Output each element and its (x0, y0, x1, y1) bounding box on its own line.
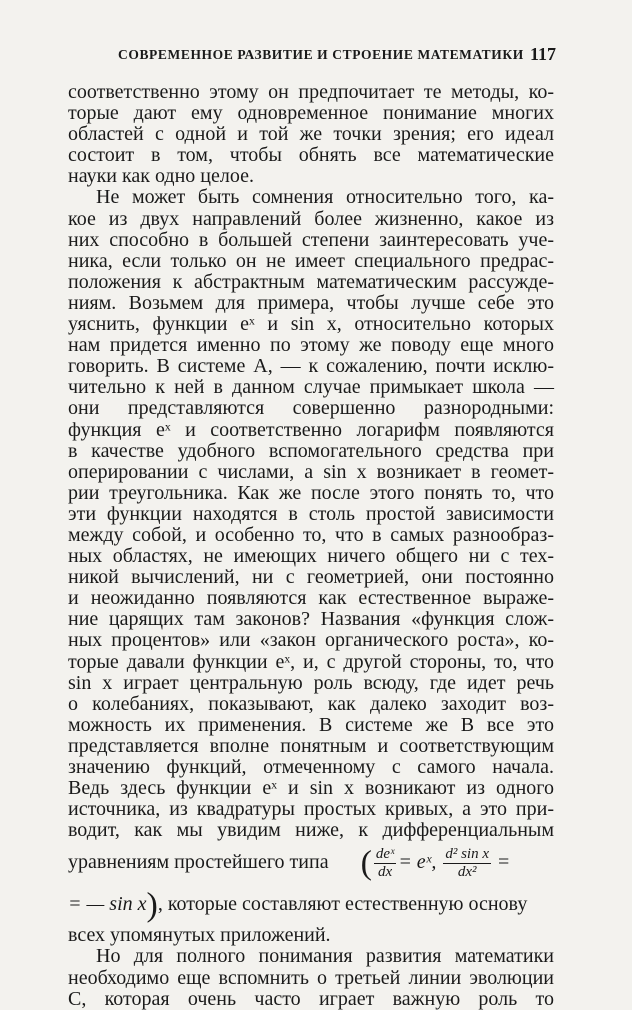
text-line: C, которая очень часто играет важную роль то (68, 987, 554, 1010)
text-line: можность их применения. В системе же B все это (68, 713, 554, 736)
text-line: водит, как мы увидим ниже, к дифференциальным (68, 819, 554, 842)
text-line: значению функций, отмеченному с самого начала. (68, 756, 554, 778)
text-line: в качестве удобного вспомогательного средства при (68, 439, 554, 462)
running-header-title: СОВРЕМЕННОЕ РАЗВИТИЕ И СТРОЕНИЕ МАТЕМАТИКИ (118, 47, 524, 62)
text-line: положения к абстрактным математическим рассужде- (68, 270, 554, 293)
text-line: ника, если только он не имеет специального предрас- (68, 249, 554, 272)
equation-lead-text: уравнениям простейшего типа (68, 851, 329, 874)
text-line: рии треугольника. Как же после этого понять то, что (68, 481, 554, 504)
text-line: соответственно этому он предпочитает те методы, ко- (68, 81, 554, 103)
text-line: между собой, и особенно то, что в самых разнообраз- (68, 523, 554, 546)
text-line: эти функции находятся в столь простой зависимости (68, 502, 554, 525)
text-line: Но для полного понимания развития математики (96, 945, 554, 968)
text-line: Не может быть сомнения относительно того, ка- (96, 186, 554, 209)
equation-continuation: = — sin x (68, 893, 147, 916)
right-paren: ) (146, 886, 158, 924)
text-line: ние царящих там законов? Названия «функция слож- (68, 608, 554, 631)
equation-continuation-line (68, 883, 554, 925)
text-line: всех упомянутых приложений. (68, 924, 331, 947)
text-line: Ведь здесь функции eˣ и sin x возникают из одного (68, 777, 554, 800)
text-line: торые дают ему одновременное понимание многих (68, 102, 554, 125)
text-line: ниям. Возьмем для примера, чтобы лучше себе это (68, 291, 554, 314)
text-line: нам придется именно по этому же поводу еще много (68, 334, 554, 357)
text-line: областей с одной и той же точки зрения; его идеал (68, 123, 554, 146)
running-header (118, 44, 556, 64)
text-line: уяснить, функции eˣ и sin x, относительно которых (68, 313, 554, 336)
left-paren: ( (360, 844, 372, 882)
text-line: кое из двух направлений более жизненно, какое из (68, 207, 554, 230)
fraction-d2sin-dx2: $\frac{\text{d² sin x}}{\text{dx²}}$ (445, 846, 490, 881)
text-line: sin x играет центральную роль всюду, где идет речь (68, 671, 554, 694)
text-line: ных областях, не имеющих ничего общего ни с тех- (68, 545, 554, 568)
page-number: 117 (529, 44, 556, 64)
text-line: оперировании с числами, а sin x возникает в геомет- (68, 460, 554, 483)
text-line: состоит в том, чтобы обнять все математические (68, 144, 554, 167)
equation-line (68, 841, 554, 883)
text-line: они представляются совершенно разнородными: (68, 397, 554, 420)
text-line: торые давали функции eˣ, и, с другой стороны, то, что (68, 650, 554, 673)
text-line: них способно в большей степени заинтересовать уче- (68, 228, 554, 251)
text-line: никой вычислений, ни с геометрией, они постоянно (68, 566, 554, 589)
equation-trail-text: , которые составляют естественную основу (157, 893, 528, 916)
text-line: и неожиданно появляются как естественное выраже- (68, 587, 554, 610)
text-line: необходимо еще вспомнить о третьей линии эволюции (68, 966, 554, 989)
fraction-de-dx: $\frac{\text{deˣ}}{dx}$ (375, 846, 395, 881)
text-line: ных процентов» или «закон органического роста», ко- (68, 629, 554, 652)
text-line: чительно к ней в данном случае примыкает школа — (68, 376, 554, 399)
text-line: науки как одно целое. (68, 165, 254, 188)
body-text (68, 82, 554, 1010)
equation-rhs: = eˣ, (398, 851, 437, 874)
text-line: источника, из квадратуры простых кривых, а это при- (68, 798, 554, 821)
equation-equals: = (498, 851, 510, 874)
text-line: функция eˣ и соответственно логарифм появляются (68, 418, 554, 441)
text-line: о колебаниях, показывают, как далеко заходит воз- (68, 692, 554, 715)
text-line: говорить. В системе A, — к сожалению, почти исклю- (68, 355, 554, 378)
text-line: представляется вполне понятным и соответствующим (68, 734, 554, 757)
